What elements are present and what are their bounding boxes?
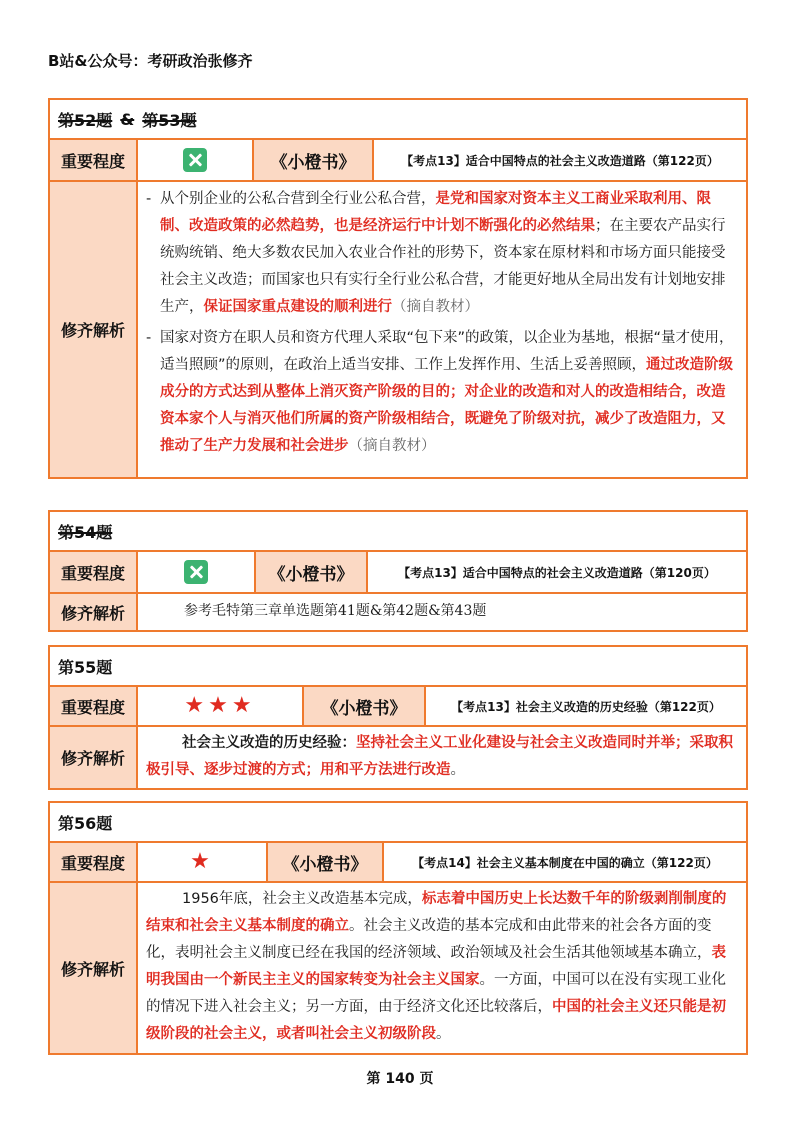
question-block-56 xyxy=(48,801,748,1055)
analysis-label: 修齐解析 xyxy=(50,727,138,788)
importance-label: 重要程度 xyxy=(50,687,138,725)
analysis-text: 1956年底，社会主义改造基本完成，标志着中国历史上长达数千年的阶级剥削制度的结束和社会主义基本制度的确立。社会主义改造的基本完成和由此带来的社会各方面的变化，表明社会主义制度已经在我国的经济领域、政治领域及社会生活其他领域基本确立，表明我国由一个新民主主义的国家转变为社会主义国家。一方面，中国可以在没有实现工业化的情况下进入社会主义；另一方面，由于经济文化还比较落后，中国的社会主义还只能是初级阶段的社会主义，或者叫社会主义初级阶段。 xyxy=(146,891,727,1042)
importance-label: 重要程度 xyxy=(50,843,138,881)
topic-label: 【考点13】适合中国特点的社会主义改造道路（第122页） xyxy=(374,140,746,180)
block-title-row xyxy=(50,512,746,550)
analysis-row xyxy=(50,881,746,1053)
block-title-row xyxy=(50,100,746,138)
importance-cell xyxy=(138,552,256,592)
analysis-row xyxy=(50,725,746,788)
importance-row xyxy=(50,138,746,180)
importance-cell xyxy=(138,687,304,725)
importance-label: 重要程度 xyxy=(50,552,138,592)
analysis-row xyxy=(50,180,746,477)
cross-icon xyxy=(183,148,207,172)
block-title: 第54题 xyxy=(58,522,113,542)
star-rating: ★★★ xyxy=(184,693,256,718)
star-rating: ★ xyxy=(190,849,214,874)
importance-cell xyxy=(138,140,254,180)
analysis-label: 修齐解析 xyxy=(50,182,138,477)
title-q53: 第53题 xyxy=(142,110,197,130)
question-block-54 xyxy=(48,510,748,632)
analysis-text: 社会主义改造的历史经验：坚持社会主义工业化建设与社会主义改造同时并举；采取积极引导、逐步过渡的方式；用和平方法进行改造。 xyxy=(146,735,733,778)
question-block-55 xyxy=(48,645,748,790)
topic-label: 【考点13】适合中国特点的社会主义改造道路（第120页） xyxy=(368,552,746,592)
analysis-row xyxy=(50,592,746,630)
title-q52: 第52题 xyxy=(58,110,113,130)
block-title: 第55题 xyxy=(58,657,113,677)
book-label: 《小橙书》 xyxy=(268,843,384,881)
analysis-paragraph-1: - 从个别企业的公私合营到全行业公私合营，是党和国家对资本主义工商业采取利用、限制、改造政策的必然趋势，也是经济运行中计划不断强化的必然结果；在主要农产品实行统购统销、绝大多数农民加入农业合作社的形势下，资本家在原材料和市场方面只能接受社会主义改造；而国家也只有实行全行业公私合营，才能更好地从全局出发有计划地安排生产，保证国家重点建设的顺利进行（摘自教材） xyxy=(146,191,726,315)
analysis-label: 修齐解析 xyxy=(50,594,138,630)
page-header: B站&公众号：考研政治张修齐 xyxy=(48,52,253,70)
importance-cell xyxy=(138,843,268,881)
cross-icon xyxy=(184,560,208,584)
importance-row xyxy=(50,841,746,881)
block-title-row xyxy=(50,647,746,685)
block-title-row xyxy=(50,803,746,841)
importance-row xyxy=(50,550,746,592)
analysis-text xyxy=(138,182,746,477)
block-title: 第56题 xyxy=(58,813,113,833)
analysis-label: 修齐解析 xyxy=(50,883,138,1053)
book-label: 《小橙书》 xyxy=(304,687,426,725)
block-title xyxy=(50,100,205,138)
book-label: 《小橙书》 xyxy=(256,552,368,592)
topic-label: 【考点14】社会主义基本制度在中国的确立（第122页） xyxy=(384,843,746,881)
page-number: 第 140 页 xyxy=(366,1071,434,1087)
book-label: 《小橙书》 xyxy=(254,140,374,180)
topic-label: 【考点13】社会主义改造的历史经验（第122页） xyxy=(426,687,746,725)
title-sep: & xyxy=(120,109,135,129)
importance-row xyxy=(50,685,746,725)
question-block-52-53 xyxy=(48,98,748,479)
importance-label: 重要程度 xyxy=(50,140,138,180)
analysis-paragraph-2: - 国家对资方在职人员和资方代理人采取“包下来”的政策，以企业为基地，根据“量才使用，适当照顾”的原则，在政治上适当安排、工作上发挥作用、生活上妥善照顾，通过改造阶级成分的方式达到从整体上消灭资产阶级的目的；对企业的改造和对人的改造相结合，改造资本家个人与消灭他们所属的资产阶级相结合，既避免了阶级对抗，减少了改造阻力，又推动了生产力发展和社会进步（摘自教材） xyxy=(146,330,734,454)
analysis-text: 参考毛特第三章单选题第41题&第42题&第43题 xyxy=(184,603,487,619)
